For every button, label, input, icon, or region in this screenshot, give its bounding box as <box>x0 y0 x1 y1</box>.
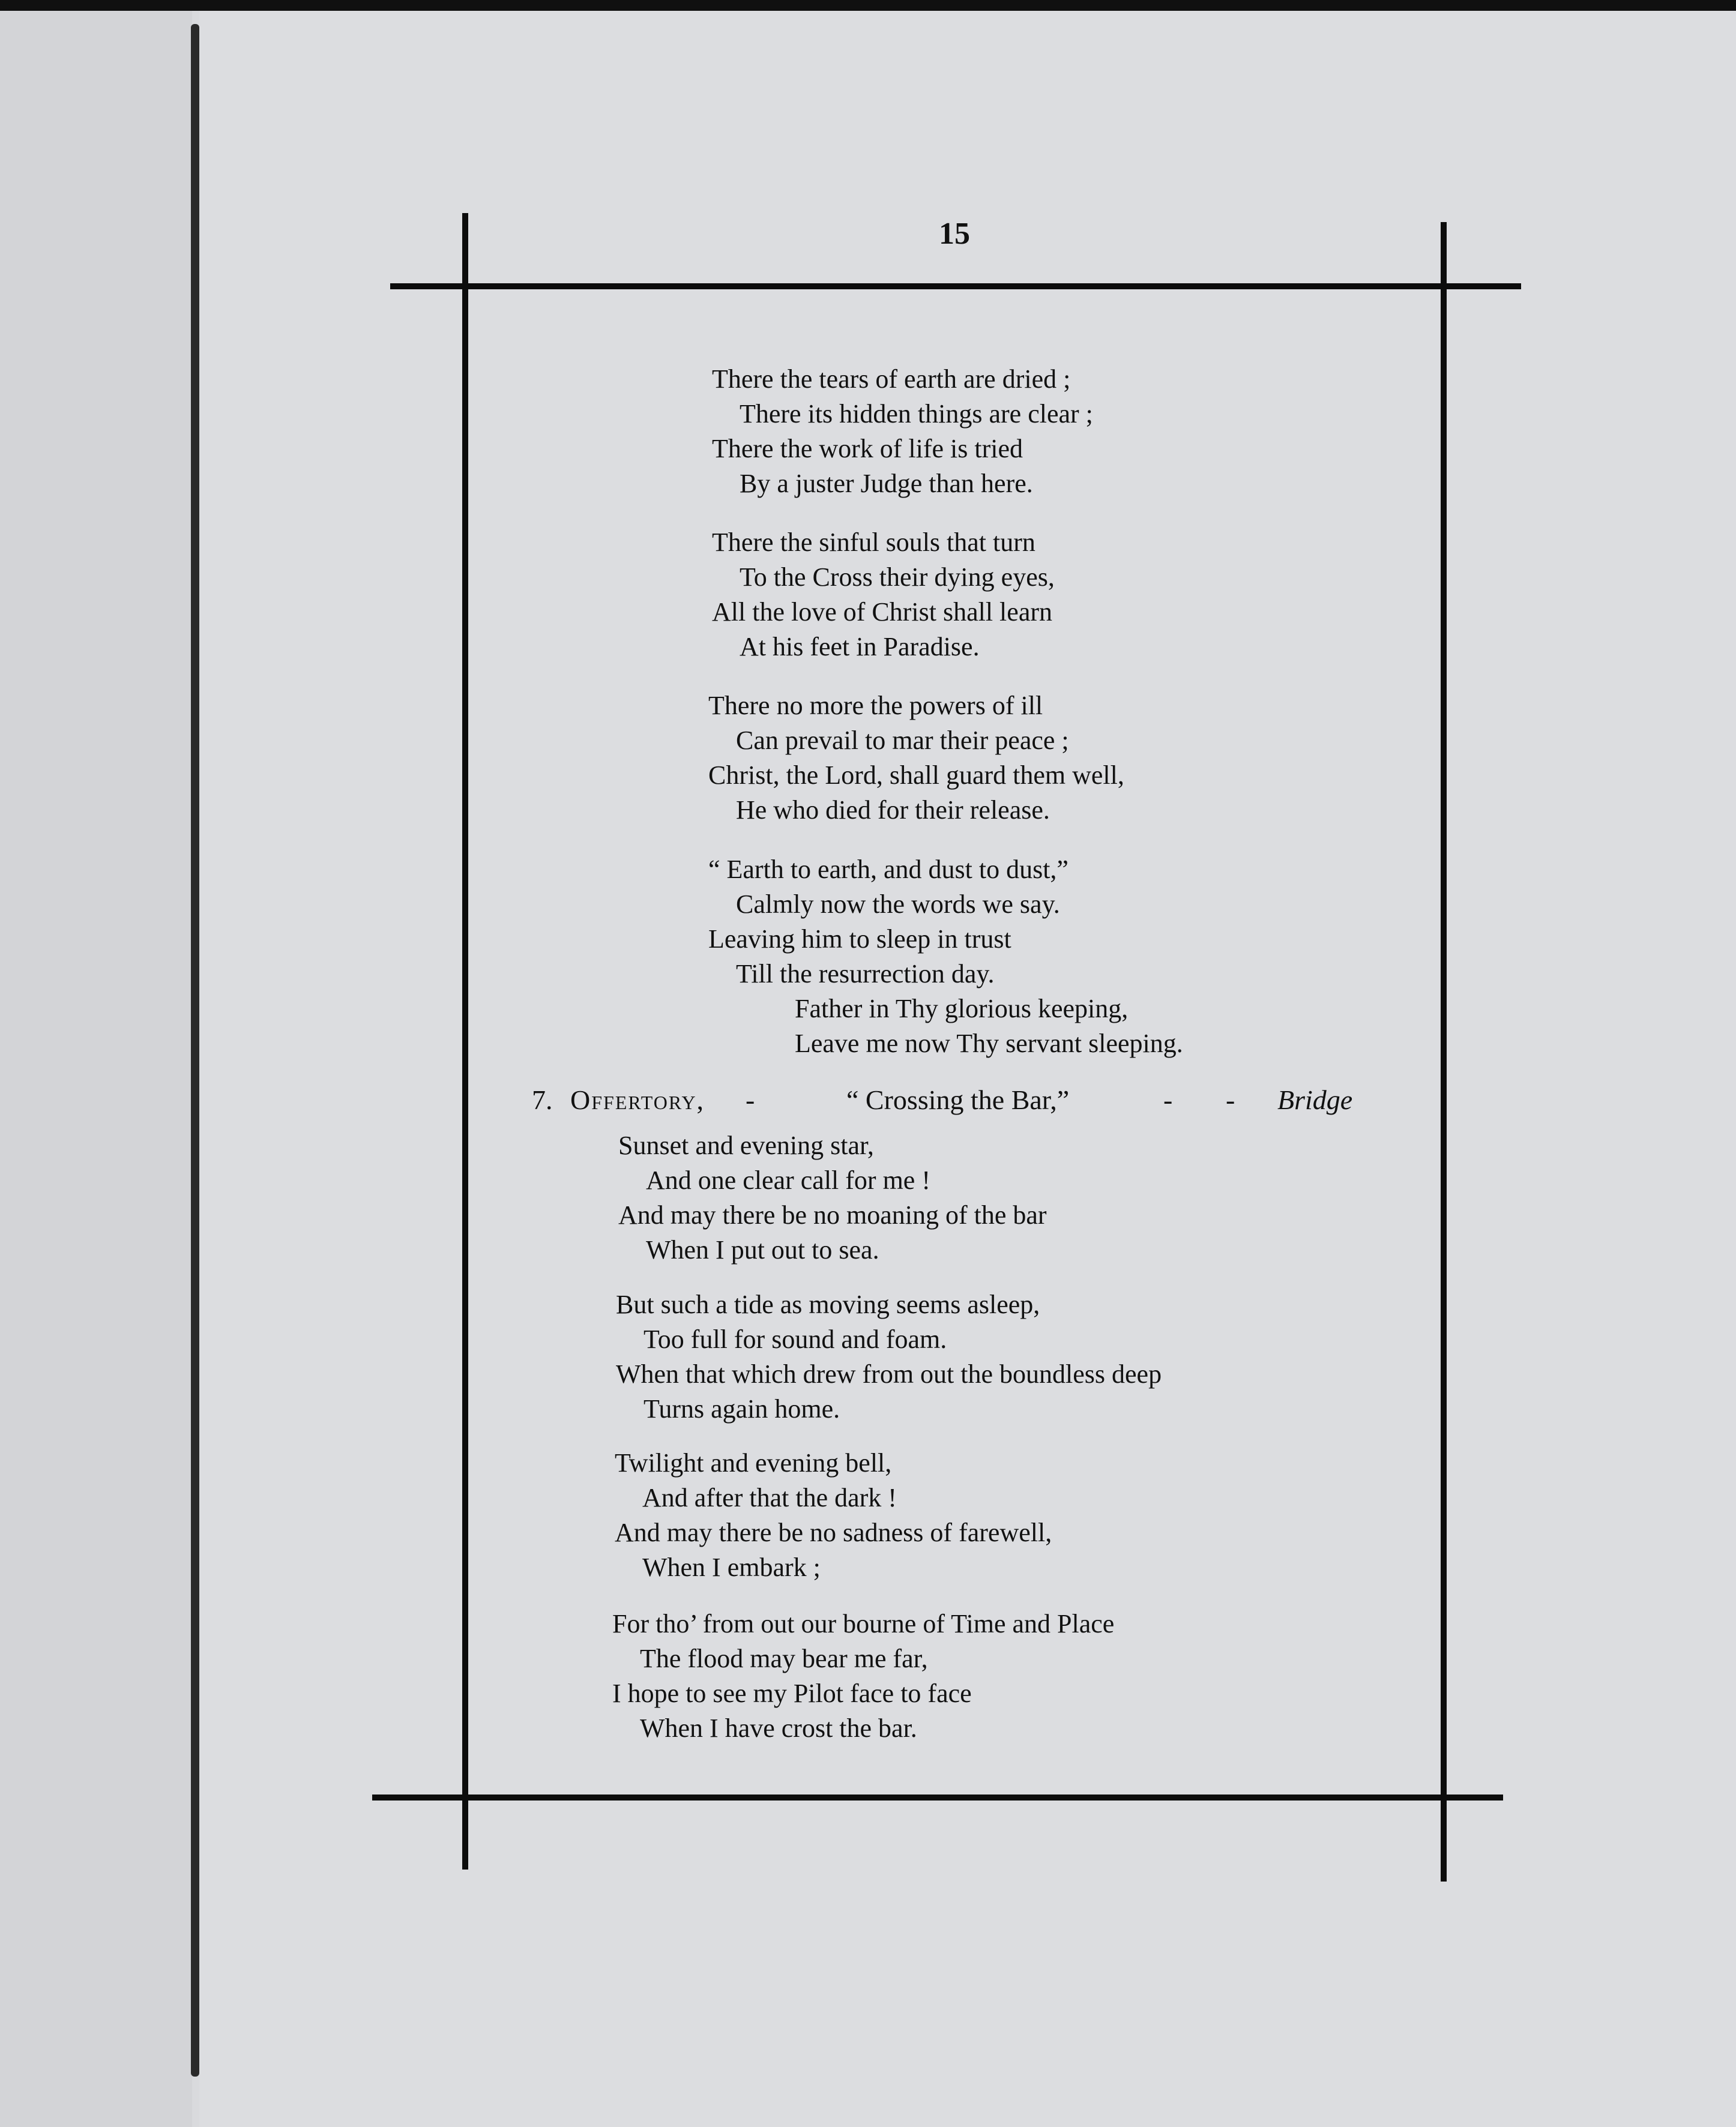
verse-line: Till the resurrection day. <box>736 959 995 988</box>
scan-top-edge <box>0 0 1736 11</box>
hymn-stanza <box>712 362 1093 501</box>
verse-line: By a juster Judge than here. <box>740 469 1033 498</box>
verse-line: Leave me now Thy servant sleeping. <box>795 1029 1183 1058</box>
offertory-heading <box>532 1084 1366 1126</box>
separator-dash: - <box>746 1085 755 1115</box>
verse-line: And may there be no moaning of the bar <box>618 1200 1047 1230</box>
frame-bottom-rule <box>372 1795 1503 1801</box>
verse-line: Turns again home. <box>643 1394 840 1424</box>
verse-line: All the love of Christ shall learn <box>712 597 1052 627</box>
page <box>199 11 1736 2127</box>
item-number: 7. <box>532 1085 553 1115</box>
hymn-stanza <box>708 852 1183 1061</box>
book-spine <box>191 24 199 2077</box>
poem-stanza <box>616 1287 1162 1427</box>
verse-line: And may there be no sadness of farewell, <box>615 1518 1052 1547</box>
hymn-stanza <box>708 688 1124 828</box>
piece-title: “ Crossing the Bar,” <box>846 1085 1070 1115</box>
frame-left-rule <box>462 213 468 1870</box>
verse-line: Calmly now the words we say. <box>736 889 1060 919</box>
verse-line: There its hidden things are clear ; <box>740 399 1093 429</box>
verse-line: For tho’ from out our bourne of Time and Place <box>612 1609 1115 1638</box>
verse-line: But such a tide as moving seems asleep, <box>616 1290 1040 1319</box>
verse-line: Christ, the Lord, shall guard them well, <box>708 760 1124 790</box>
verse-line: Sunset and evening star, <box>618 1131 874 1160</box>
verse-line: Leaving him to sleep in trust <box>708 924 1011 954</box>
verse-line: There the tears of earth are dried ; <box>712 364 1071 394</box>
verse-line: When I have crost the bar. <box>640 1713 917 1743</box>
verse-line: There no more the powers of ill <box>708 691 1043 720</box>
page-number: 15 <box>939 217 970 251</box>
verse-line: Twilight and evening bell, <box>615 1448 892 1478</box>
verse-line: Father in Thy glorious keeping, <box>795 994 1129 1023</box>
poem-stanza <box>618 1128 1047 1268</box>
verse-line: And after that the dark ! <box>642 1483 897 1512</box>
verse-line: Too full for sound and foam. <box>643 1325 947 1354</box>
verse-line: “ Earth to earth, and dust to dust,” <box>708 855 1068 884</box>
verse-line: The flood may bear me far, <box>640 1644 928 1673</box>
verse-line: There the sinful souls that turn <box>712 528 1035 557</box>
hymn-stanza <box>712 525 1055 664</box>
frame-top-rule <box>390 283 1521 289</box>
verse-line: There the work of life is tried <box>712 434 1023 463</box>
verse-line: When that which drew from out the boundless deep <box>616 1359 1162 1389</box>
verse-line: I hope to see my Pilot face to face <box>612 1679 972 1708</box>
poem-stanza <box>615 1446 1052 1585</box>
separator-dash: - <box>1226 1085 1235 1115</box>
poem-stanza <box>612 1607 1114 1746</box>
verse-line: When I put out to sea. <box>646 1235 879 1265</box>
verse-line: Can prevail to mar their peace ; <box>736 726 1069 755</box>
verse-line: When I embark ; <box>642 1553 821 1582</box>
verse-line: And one clear call for me ! <box>646 1166 930 1195</box>
verse-line: To the Cross their dying eyes, <box>740 562 1055 592</box>
verse-line: At his feet in Paradise. <box>740 632 980 661</box>
verse-line: He who died for their release. <box>736 795 1050 825</box>
separator-dash: - <box>1163 1085 1173 1115</box>
composer-name: Bridge <box>1277 1085 1353 1115</box>
frame-right-rule <box>1441 222 1447 1882</box>
facing-page-edge <box>0 11 192 2127</box>
item-label: Offertory, <box>570 1085 705 1115</box>
